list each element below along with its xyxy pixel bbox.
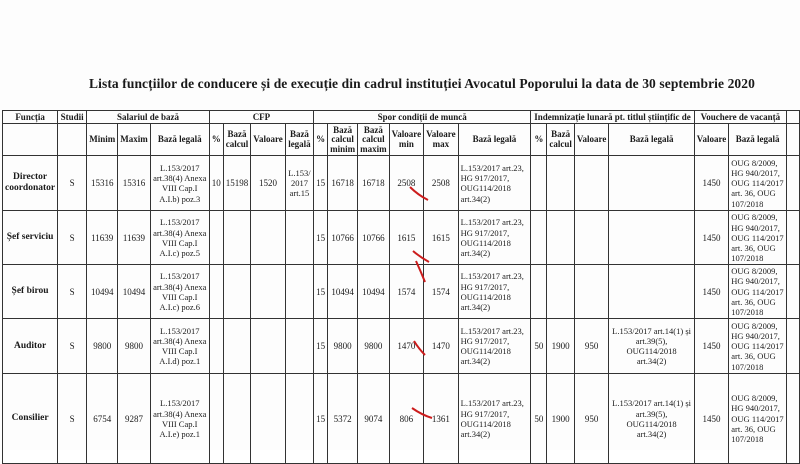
row-ind-valoare: 950 — [574, 319, 609, 374]
row-spor-baza-minim: 10494 — [328, 265, 358, 319]
row-salariu-minim: 6754 — [87, 374, 118, 464]
row-cfp-pct: 10 — [209, 156, 223, 211]
header-vouchere: Vouchere de vacanță — [694, 111, 786, 124]
row-cfp-pct — [209, 319, 223, 374]
row-spor-pct: 15 — [314, 319, 328, 374]
row-spor-baza-maxim: 16718 — [358, 156, 390, 211]
row-spor-valoare-max: 2508 — [424, 156, 459, 211]
row-spor-valoare-max: 1470 — [424, 319, 459, 374]
row-spor-baza-legala: L.153/2017 art.23, HG 917/2017, OUG114/2018 art.34(2) — [458, 156, 531, 211]
functions-table — [2, 110, 800, 464]
row-ind-baza-legala: L.153/2017 art.14(1) și art.39(5), OUG114/2018 art.34(2) — [609, 374, 694, 464]
row-spor-baza-maxim: 9800 — [358, 319, 390, 374]
row-spor-baza-minim: 5372 — [328, 374, 358, 464]
row-spor-baza-minim: 10766 — [328, 211, 358, 265]
row-salariu-minim: 15316 — [87, 156, 118, 211]
row-voucher-baza-legala: OUG 8/2009, HG 940/2017, OUG 114/2017 art. 36, OUG 107/2018 — [729, 374, 787, 464]
row-cfp-valoare — [251, 265, 286, 319]
row-spor-valoare-min: 1470 — [389, 319, 424, 374]
row-functia: Auditor — [3, 319, 58, 374]
row-salariu-baza-legala: L.153/2017 art.38(4) Anexa VIII Cap.I A.I.e) poz.1 — [150, 374, 209, 464]
row-cut-off — [786, 265, 799, 319]
header-spor: Spor condiții de muncă — [314, 111, 531, 124]
subheader-baza-legala: Bază legală — [609, 124, 694, 156]
subheader-baza-calcul: Bază calcul — [547, 124, 575, 156]
row-ind-baza-legala — [609, 156, 694, 211]
row-ind-baza — [547, 156, 575, 211]
row-spor-baza-maxim: 10766 — [358, 211, 390, 265]
row-ind-baza-legala — [609, 265, 694, 319]
row-ind-valoare: 950 — [574, 374, 609, 464]
row-spor-valoare-min: 2508 — [389, 156, 424, 211]
row-studii: S — [58, 265, 87, 319]
row-ind-baza: 1900 — [547, 374, 575, 464]
row-spor-valoare-max: 1361 — [424, 374, 459, 464]
row-salariu-baza-legala: L.153/2017 art.38(4) Anexa VIII Cap.I A.I.d) poz.1 — [150, 319, 209, 374]
row-ind-pct: 50 — [531, 374, 547, 464]
row-functia: Director coordonator — [3, 156, 58, 211]
row-salariu-baza-legala: L.153/2017 art.38(4) Anexa VIII Cap.I A.I.c) poz.5 — [150, 211, 209, 265]
row-cfp-baza-legala — [285, 319, 313, 374]
row-spor-valoare-min: 1615 — [389, 211, 424, 265]
row-voucher-valoare: 1450 — [694, 319, 729, 374]
row-cfp-pct — [209, 265, 223, 319]
row-ind-baza-legala — [609, 211, 694, 265]
subheader-baza-calcul-minim: Bază calcul minim — [328, 124, 358, 156]
row-cfp-baza — [223, 265, 251, 319]
row-cfp-baza-legala: L.153/ 2017 art.15 — [285, 156, 313, 211]
row-spor-pct: 15 — [314, 211, 328, 265]
subheader-maxim: Maxim — [118, 124, 151, 156]
row-cfp-valoare: 1520 — [251, 156, 286, 211]
row-functia: Șef birou — [3, 265, 58, 319]
row-cut-off — [786, 211, 799, 265]
header-salariul: Salariul de bază — [87, 111, 210, 124]
row-ind-pct: 50 — [531, 319, 547, 374]
row-cfp-baza — [223, 211, 251, 265]
row-cfp-baza-legala — [285, 265, 313, 319]
row-spor-baza-maxim: 9074 — [358, 374, 390, 464]
row-ind-baza: 1900 — [547, 319, 575, 374]
row-functia: Consilier — [3, 374, 58, 464]
subheader-valoare-min: Valoare min — [389, 124, 424, 156]
row-studii: S — [58, 211, 87, 265]
row-ind-baza-legala: L.153/2017 art.14(1) și art.39(5), OUG114/2018 art.34(2) — [609, 319, 694, 374]
table-row — [3, 265, 800, 319]
row-salariu-minim: 10494 — [87, 265, 118, 319]
table-row — [3, 374, 800, 464]
header-indemnizatie: Indemnizație lunară pt. titlul științific de — [531, 111, 695, 124]
row-ind-pct — [531, 265, 547, 319]
subheader-baza-legala: Bază legală — [150, 124, 209, 156]
subheader-baza-legala: Bază legală — [729, 124, 787, 156]
subheader-pct: % — [314, 124, 328, 156]
header-cfp: CFP — [209, 111, 313, 124]
subheader-valoare: Valoare — [251, 124, 286, 156]
subheader-baza-calcul-maxim: Bază calcul maxim — [358, 124, 390, 156]
row-ind-valoare — [574, 156, 609, 211]
row-spor-baza-legala: L.153/2017 art.23, HG 917/2017, OUG114/2018 art.34(2) — [458, 319, 531, 374]
subheader-empty — [58, 124, 87, 156]
subheader-valoare: Valoare — [574, 124, 609, 156]
row-cfp-valoare — [251, 211, 286, 265]
subheader-pct: % — [209, 124, 223, 156]
row-spor-baza-legala: L.153/2017 art.23, HG 917/2017, OUG114/2018 art.34(2) — [458, 211, 531, 265]
row-salariu-maxim: 9800 — [118, 319, 151, 374]
row-ind-pct — [531, 211, 547, 265]
row-salariu-minim: 9800 — [87, 319, 118, 374]
subheader-minim: Minim — [87, 124, 118, 156]
row-cfp-baza: 15198 — [223, 156, 251, 211]
row-cfp-valoare — [251, 319, 286, 374]
row-salariu-maxim: 10494 — [118, 265, 151, 319]
row-voucher-valoare: 1450 — [694, 211, 729, 265]
row-salariu-baza-legala: L.153/2017 art.38(4) Anexa VIII Cap.I A.I.b) poz.3 — [150, 156, 209, 211]
row-spor-baza-minim: 16718 — [328, 156, 358, 211]
subheader-baza-legala: Bază legală — [458, 124, 531, 156]
table-row — [3, 211, 800, 265]
row-salariu-baza-legala: L.153/2017 art.38(4) Anexa VIII Cap.I A.I.c) poz.6 — [150, 265, 209, 319]
row-functia: Șef serviciu — [3, 211, 58, 265]
row-cfp-pct — [209, 211, 223, 265]
subheader-empty — [786, 124, 799, 156]
subheader-valoare: Valoare — [694, 124, 729, 156]
row-voucher-baza-legala: OUG 8/2009, HG 940/2017, OUG 114/2017 art. 36, OUG 107/2018 — [729, 319, 787, 374]
row-ind-valoare — [574, 265, 609, 319]
header-studii: Studii — [58, 111, 87, 124]
row-spor-pct: 15 — [314, 374, 328, 464]
row-voucher-valoare: 1450 — [694, 265, 729, 319]
table-row — [3, 156, 800, 211]
row-salariu-maxim: 11639 — [118, 211, 151, 265]
row-spor-baza-legala: L.153/2017 art.23, HG 917/2017, OUG114/2018 art.34(2) — [458, 265, 531, 319]
row-salariu-maxim: 15316 — [118, 156, 151, 211]
row-ind-pct — [531, 156, 547, 211]
row-spor-valoare-max: 1615 — [424, 211, 459, 265]
row-studii: S — [58, 319, 87, 374]
row-spor-pct: 15 — [314, 156, 328, 211]
row-cfp-baza-legala — [285, 211, 313, 265]
row-spor-baza-maxim: 10494 — [358, 265, 390, 319]
row-studii: S — [58, 374, 87, 464]
subheader-empty — [3, 124, 58, 156]
row-salariu-maxim: 9287 — [118, 374, 151, 464]
row-cut-off — [786, 374, 799, 464]
row-salariu-minim: 11639 — [87, 211, 118, 265]
row-cfp-pct — [209, 374, 223, 464]
row-cfp-baza — [223, 319, 251, 374]
row-ind-valoare — [574, 211, 609, 265]
row-cut-off — [786, 319, 799, 374]
row-cfp-baza-legala — [285, 374, 313, 464]
page-title: Lista funcțiilor de conducere și de execuție din cadrul instituției Avocatul Poporului la data de 30 septembrie 2020 — [89, 76, 755, 91]
row-voucher-valoare: 1450 — [694, 156, 729, 211]
table-row — [3, 319, 800, 374]
row-spor-baza-minim: 9800 — [328, 319, 358, 374]
row-ind-baza — [547, 211, 575, 265]
header-cut-off — [786, 111, 799, 124]
row-cfp-valoare — [251, 374, 286, 464]
row-voucher-baza-legala: OUG 8/2009, HG 940/2017, OUG 114/2017 art. 36, OUG 107/2018 — [729, 156, 787, 211]
subheader-pct: % — [531, 124, 547, 156]
row-voucher-valoare: 1450 — [694, 374, 729, 464]
row-voucher-baza-legala: OUG 8/2009, HG 940/2017, OUG 114/2017 art. 36, OUG 107/2018 — [729, 265, 787, 319]
row-ind-baza — [547, 265, 575, 319]
row-studii: S — [58, 156, 87, 211]
row-spor-valoare-min: 806 — [389, 374, 424, 464]
row-spor-pct: 15 — [314, 265, 328, 319]
row-voucher-baza-legala: OUG 8/2009, HG 940/2017, OUG 114/2017 art. 36, OUG 107/2018 — [729, 211, 787, 265]
header-functia: Funcția — [3, 111, 58, 124]
subheader-valoare-max: Valoare max — [424, 124, 459, 156]
row-spor-valoare-min: 1574 — [389, 265, 424, 319]
row-cfp-baza — [223, 374, 251, 464]
row-cut-off — [786, 156, 799, 211]
subheader-baza-calcul: Bază calcul — [223, 124, 251, 156]
subheader-baza-legala: Bază legală — [285, 124, 313, 156]
row-spor-valoare-max: 1574 — [424, 265, 459, 319]
row-spor-baza-legala: L.153/2017 art.23, HG 917/2017, OUG114/2018 art.34(2) — [458, 374, 531, 464]
